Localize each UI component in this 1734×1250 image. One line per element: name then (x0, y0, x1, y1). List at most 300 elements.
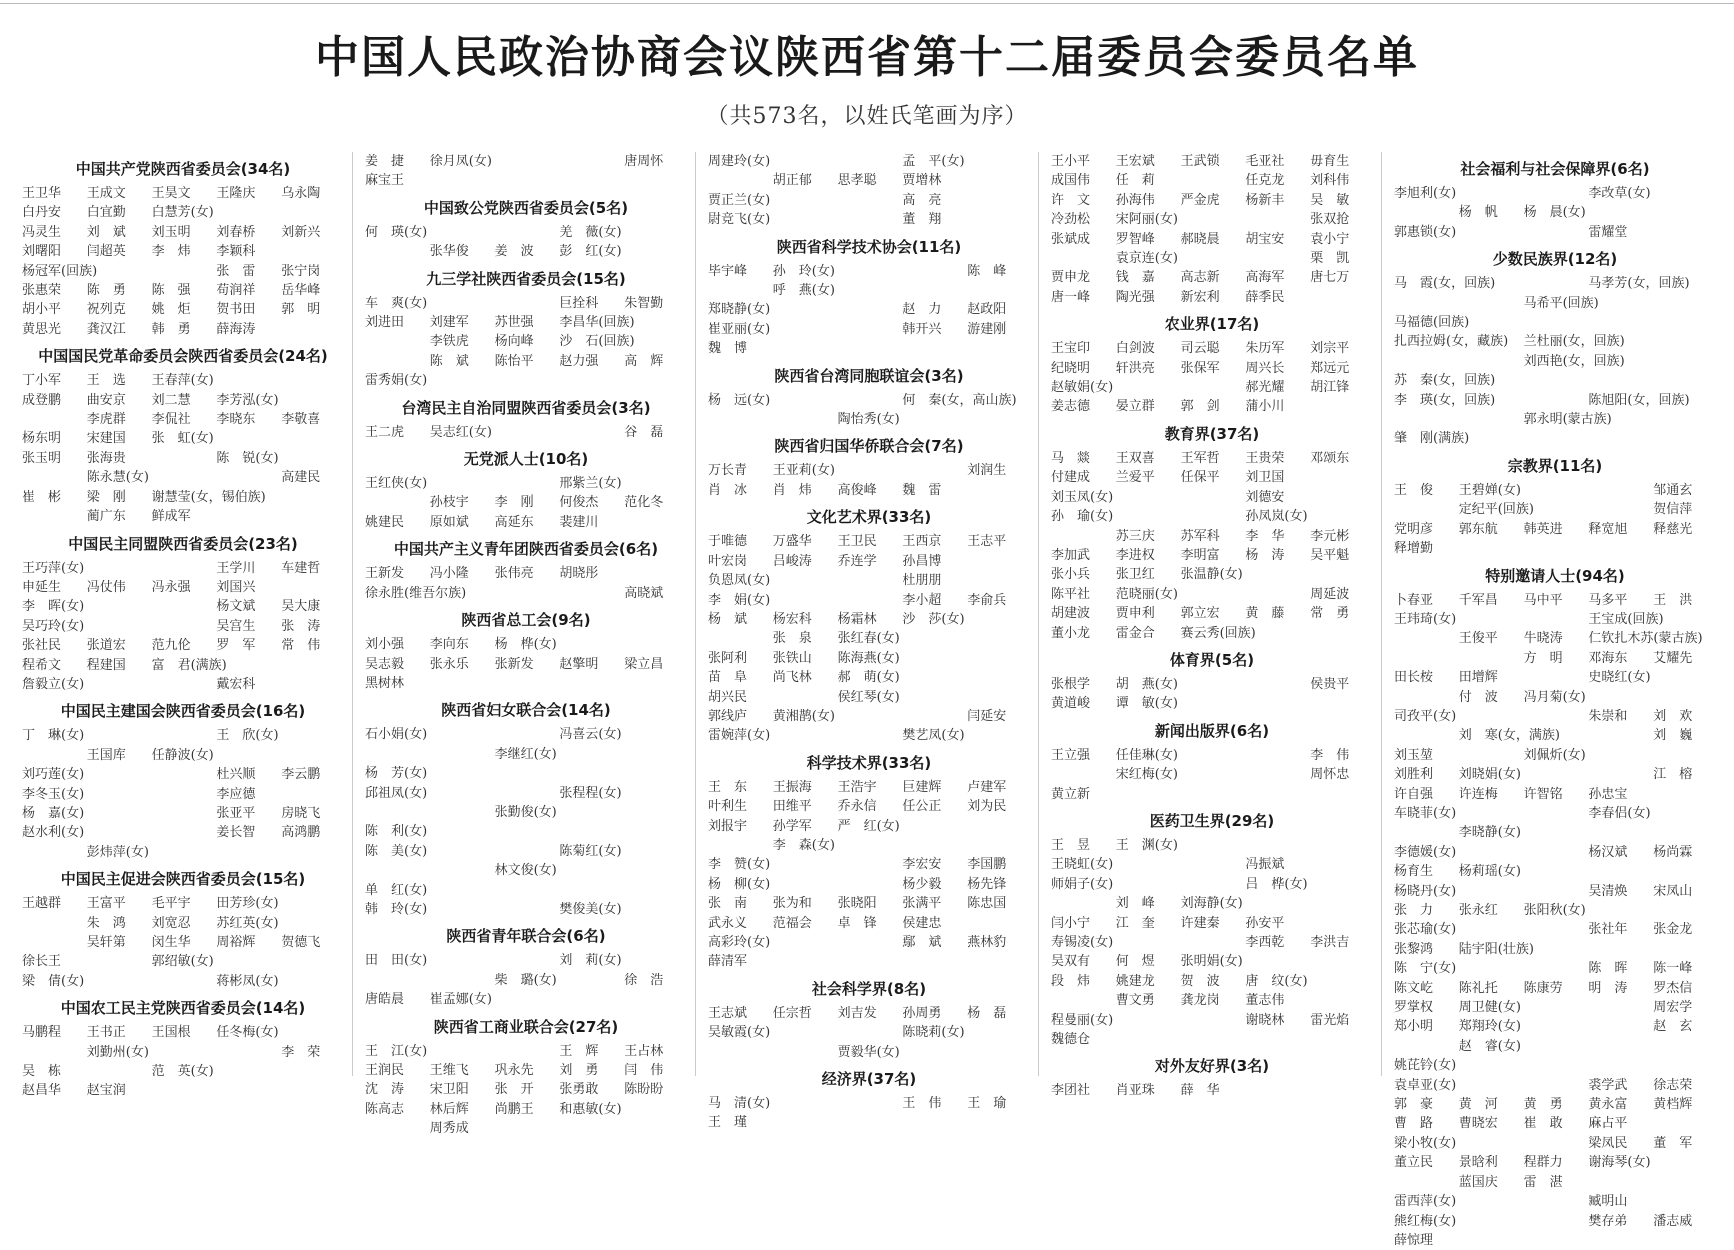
member-name (1524, 371, 1587, 390)
member-name (152, 675, 215, 694)
name-list (1051, 152, 1373, 307)
member-name (1588, 862, 1651, 881)
member-name: 王巧萍(女) (22, 559, 150, 578)
member-name: 陈怡平 (495, 352, 558, 371)
member-name: 张伟亮 (495, 564, 558, 583)
name-list (365, 223, 687, 262)
member-name: 王志平 (967, 532, 1030, 551)
member-name: 周宏学 (1653, 998, 1716, 1017)
member-name (1459, 410, 1522, 429)
member-name: 李颖科 (216, 242, 279, 261)
member-name (708, 281, 771, 300)
member-name (281, 203, 344, 222)
member-name (1524, 391, 1587, 410)
member-name: 徐长王 (22, 952, 85, 971)
member-name: 宋阿丽(女) (1116, 210, 1244, 229)
member-name: 毛平宇 (152, 894, 215, 913)
member-name: 雷西萍(女) (1394, 1192, 1522, 1211)
member-name: 吴 敏 (1310, 191, 1373, 210)
name-list (365, 474, 687, 532)
member-name: 司云聪 (1181, 339, 1244, 358)
member-name (495, 951, 558, 970)
member-name: 刘卫国 (1245, 468, 1308, 487)
member-name (559, 423, 622, 442)
section-title: 体育界(5名) (1051, 649, 1373, 671)
member-name (87, 1062, 150, 1081)
member-name: 刘新兴 (281, 223, 344, 242)
member-name: 房晓飞 (281, 804, 344, 823)
member-name: 仁钦扎木苏(蒙古族) (1588, 629, 1716, 648)
member-name (1245, 694, 1308, 713)
member-name: 赵政阳 (967, 300, 1030, 319)
member-name (22, 746, 85, 765)
section-title: 社会福利与社会保障界(6名) (1394, 158, 1716, 180)
member-name: 贺德飞 (281, 933, 344, 952)
member-name: 杨向峰 (495, 332, 558, 351)
member-name: 兰爱平 (1116, 468, 1179, 487)
member-name (708, 410, 771, 429)
member-name: 崔 敢 (1524, 1114, 1587, 1133)
member-name: 王立强 (1051, 746, 1114, 765)
member-name: 千军昌 (1459, 591, 1522, 610)
member-name (1310, 952, 1373, 971)
member-name: 李春侣(女) (1588, 804, 1716, 823)
member-name: 肖 冰 (708, 481, 771, 500)
name-list (22, 371, 344, 526)
member-name: 羌 薇(女) (559, 223, 687, 242)
member-name: 严 红(女) (838, 817, 966, 836)
member-name: 李洪吉 (1310, 933, 1373, 952)
member-name: 罗智峰 (1116, 230, 1179, 249)
member-name: 袁小宁 (1310, 230, 1373, 249)
member-name: 高 辉 (624, 352, 687, 371)
member-name (22, 914, 85, 933)
member-name: 刘科伟 (1310, 171, 1373, 190)
member-name (1653, 901, 1716, 920)
member-name (152, 804, 215, 823)
member-name: 赵 玄 (1653, 1017, 1716, 1036)
member-name: 高彩玲(女) (708, 933, 836, 952)
member-name: 乔永信 (838, 797, 901, 816)
member-name (1051, 894, 1114, 913)
member-name: 曹文勇 (1116, 991, 1179, 1010)
member-name: 杨文斌 (216, 597, 279, 616)
member-name: 张社民 (22, 636, 85, 655)
member-name: 孙周勇 (902, 1004, 965, 1023)
member-name: 张勇敢 (559, 1080, 622, 1099)
member-name (1459, 649, 1522, 668)
member-name: 闫延安 (967, 707, 1030, 726)
member-name: 成国伟 (1051, 171, 1114, 190)
member-name (1394, 688, 1457, 707)
section-title: 中国共产主义青年团陕西省委员会(6名) (365, 538, 687, 560)
member-name (152, 765, 215, 784)
member-name: 雷金合 (1116, 624, 1179, 643)
member-name: 柴 璐(女) (495, 971, 623, 990)
member-name: 张华俊 (430, 242, 493, 261)
member-name: 高志新 (1181, 268, 1244, 287)
member-name: 田维平 (773, 797, 836, 816)
member-name (281, 488, 344, 507)
member-name: 蒲小川 (1245, 397, 1308, 416)
member-name: 王新发 (365, 564, 428, 583)
section-title: 九三学社陕西省委员会(15名) (365, 268, 687, 290)
member-name (365, 242, 428, 261)
member-name (902, 836, 965, 855)
member-name (967, 914, 1030, 933)
member-name (1524, 610, 1587, 629)
member-name: 李团社 (1051, 1081, 1114, 1100)
member-name: 王西京 (902, 532, 965, 551)
member-name (1459, 352, 1522, 371)
member-name: 杨 涛 (1245, 546, 1308, 565)
member-name: 刘 巍 (1653, 726, 1716, 745)
member-name: 杨 晨(女) (1524, 203, 1652, 222)
member-name: 杨 嘉(女) (22, 804, 150, 823)
member-name: 毋育生 (1310, 152, 1373, 171)
member-name: 姚 炬 (152, 300, 215, 319)
member-name: 唐 纹(女) (1245, 972, 1373, 991)
member-name (1245, 1081, 1308, 1100)
member-name: 万盛华 (773, 532, 836, 551)
member-name: 张双抢 (1310, 210, 1373, 229)
member-name (152, 559, 215, 578)
member-name: 黑树林 (365, 674, 428, 693)
member-name: 张 力 (1394, 901, 1457, 920)
member-name (559, 990, 622, 1009)
member-name (216, 1043, 279, 1062)
member-name: 胡小平 (22, 300, 85, 319)
member-name: 王春萍(女) (152, 371, 280, 390)
member-name: 李元彬 (1310, 527, 1373, 546)
member-name: 纪晓明 (1051, 359, 1114, 378)
member-name: 范 英(女) (152, 1062, 280, 1081)
member-name (1588, 765, 1651, 784)
member-name: 梁立昌 (624, 655, 687, 674)
section-title: 中国民主建国会陕西省委员会(16名) (22, 700, 344, 722)
member-name: 张勤俊(女) (495, 803, 623, 822)
member-name: 杨宏科 (773, 610, 836, 629)
member-name: 郭 豪 (1394, 1095, 1457, 1114)
member-name: 丁 琳(女) (22, 726, 150, 745)
member-name (495, 822, 558, 841)
member-name (1310, 397, 1373, 416)
member-name: 闫小宁 (1051, 914, 1114, 933)
section-title: 少数民族界(12名) (1394, 248, 1716, 270)
member-name: 梁 刚 (87, 488, 150, 507)
member-name: 李冬玉(女) (22, 785, 150, 804)
member-name: 白剑波 (1116, 339, 1179, 358)
member-name: 何 瑛(女) (365, 223, 493, 242)
member-name (1181, 507, 1244, 526)
name-list (1051, 746, 1373, 804)
member-name: 郑远元 (1310, 359, 1373, 378)
member-name: 王二虎 (365, 423, 428, 442)
member-name (967, 481, 1030, 500)
member-name: 陈盼盼 (624, 1080, 687, 1099)
member-name (365, 803, 428, 822)
section-title: 文化艺术界(33名) (708, 506, 1030, 528)
member-name: 贾毅华(女) (838, 1043, 966, 1062)
member-name: 黄永富 (1588, 1095, 1651, 1114)
member-name: 杨 远(女) (708, 391, 836, 410)
member-name: 杨莉瑶(女) (1459, 862, 1587, 881)
member-name: 郭绍敏(女) (152, 952, 280, 971)
member-name: 郭惠锁(女) (1394, 223, 1522, 242)
member-name: 尉竞飞(女) (708, 210, 836, 229)
member-name: 崔孟娜(女) (430, 990, 558, 1009)
member-name: 何俊杰 (559, 493, 622, 512)
member-name: 张芯瑜(女) (1394, 920, 1522, 939)
member-name: 冯灵生 (22, 223, 85, 242)
name-list (22, 184, 344, 339)
member-name (967, 410, 1030, 429)
member-name: 陈礼托 (1459, 979, 1522, 998)
member-name: 姜 波 (495, 242, 558, 261)
name-list (365, 1042, 687, 1139)
member-name: 唐七万 (1310, 268, 1373, 287)
member-name: 沙 石(回族) (559, 332, 687, 351)
member-name: 陶怡秀(女) (838, 410, 966, 429)
member-name (967, 649, 1030, 668)
member-name: 袁卓亚(女) (1394, 1076, 1522, 1095)
member-name (967, 629, 1030, 648)
member-name: 田长桉 (1394, 668, 1457, 687)
member-name: 戴宏科 (216, 675, 279, 694)
member-name (838, 320, 901, 339)
member-name: 杜朋朋 (902, 571, 965, 590)
member-name (1653, 332, 1716, 351)
member-name: 李应德 (216, 785, 279, 804)
member-name (22, 1043, 85, 1062)
member-name (495, 223, 558, 242)
member-name: 梁 倩(女) (22, 972, 150, 991)
member-name: 宋建国 (87, 429, 150, 448)
member-name (624, 635, 687, 654)
member-name: 段 炜 (1051, 972, 1114, 991)
member-name: 郭永明(蒙古族) (1524, 410, 1652, 429)
member-name: 扎西拉姆(女，藏族) (1394, 332, 1522, 351)
member-name: 石小娟(女) (365, 725, 493, 744)
member-name: 巨拴科 (559, 294, 622, 313)
member-name (1653, 352, 1716, 371)
member-name (838, 1023, 901, 1042)
member-name: 周怀忠 (1310, 765, 1373, 784)
member-name: 燕林豹 (967, 933, 1030, 952)
member-name: 郝 萌(女) (838, 668, 966, 687)
name-list (1051, 449, 1373, 643)
member-name: 刘吉发 (838, 1004, 901, 1023)
member-name: 严金虎 (1181, 191, 1244, 210)
name-list (708, 532, 1030, 745)
member-name: 许连梅 (1459, 785, 1522, 804)
member-name: 陈 斌 (430, 352, 493, 371)
column-5 (1381, 152, 1724, 1076)
member-name (1245, 836, 1308, 855)
member-name: 邓颂东 (1310, 449, 1373, 468)
member-name (495, 371, 558, 390)
member-name: 谷 磊 (624, 423, 687, 442)
member-name: 杨 磊 (967, 1004, 1030, 1023)
name-list (365, 635, 687, 693)
member-name: 薛惊理 (1394, 1231, 1457, 1250)
member-name: 王小平 (1051, 152, 1114, 171)
member-name: 成登鹏 (22, 391, 85, 410)
member-name (624, 861, 687, 880)
member-name: 黄道峻 (1051, 694, 1114, 713)
member-name: 王卫华 (22, 184, 85, 203)
member-name: 冯月菊(女) (1524, 688, 1652, 707)
member-name: 孙海伟 (1116, 191, 1179, 210)
member-name: 冯小隆 (430, 564, 493, 583)
member-name: 蔺广东 (87, 507, 150, 526)
member-name: 高海军 (1245, 268, 1308, 287)
member-name: 唐皓晨 (365, 990, 428, 1009)
section-title: 中国民主促进会陕西省委员会(15名) (22, 868, 344, 890)
member-name: 张新发 (495, 655, 558, 674)
member-name (838, 1094, 901, 1113)
member-name (495, 764, 558, 783)
member-name (365, 861, 428, 880)
name-list (708, 152, 1030, 230)
member-name: 李昌华(回族) (559, 313, 687, 332)
member-name: 马福德(回族) (1394, 313, 1522, 332)
member-name: 杨少毅 (902, 875, 965, 894)
name-list (365, 423, 687, 442)
member-name (838, 191, 901, 210)
member-name: 马 燚 (1051, 449, 1114, 468)
member-name (1524, 1192, 1587, 1211)
member-name: 谢晓林 (1245, 1011, 1308, 1030)
member-name (708, 629, 771, 648)
name-list (365, 725, 687, 919)
member-name: 于唯德 (708, 532, 771, 551)
member-name: 雷耀堂 (1588, 223, 1651, 242)
member-name: 赵力强 (559, 352, 622, 371)
member-name: 肇 刚(满族) (1394, 429, 1522, 448)
member-name: 冯仗伟 (87, 578, 150, 597)
member-name: 董 翔 (902, 210, 965, 229)
member-name: 贾增林 (902, 171, 965, 190)
member-name (1394, 294, 1457, 313)
member-name: 张为和 (773, 894, 836, 913)
member-name: 孙 瑜(女) (1051, 507, 1179, 526)
member-name: 陈 锐(女) (216, 449, 344, 468)
member-name: 周秀成 (430, 1119, 493, 1138)
section-title: 医药卫生界(29名) (1051, 810, 1373, 832)
member-name: 宋卫阳 (430, 1080, 493, 1099)
member-name: 胡江锋 (1310, 378, 1373, 397)
member-name: 王润民 (365, 1061, 428, 1080)
member-name: 杜兴顺 (216, 765, 279, 784)
member-name: 尚鹏王 (495, 1100, 558, 1119)
member-name (1588, 481, 1651, 500)
member-name: 张 南 (708, 894, 771, 913)
member-name (152, 785, 215, 804)
member-name: 张亚平 (216, 804, 279, 823)
member-name: 吴志红(女) (430, 423, 558, 442)
member-name: 杨冠军(回族) (22, 262, 150, 281)
member-name: 陈 强 (152, 281, 215, 300)
member-name: 李敬喜 (281, 410, 344, 429)
member-name: 董志伟 (1245, 991, 1308, 1010)
member-name (1653, 746, 1716, 765)
member-name: 王 渊(女) (1116, 836, 1244, 855)
member-name: 轩洪亮 (1116, 359, 1179, 378)
member-name: 鲜成军 (152, 507, 215, 526)
member-name (1588, 998, 1651, 1017)
member-name: 雷 湛 (1524, 1173, 1587, 1192)
member-name: 任公正 (902, 797, 965, 816)
member-name (1181, 171, 1244, 190)
name-list (1394, 274, 1716, 449)
member-name: 孙枝宇 (430, 493, 493, 512)
member-name: 雷秀娟(女) (365, 371, 493, 390)
member-name: 朱智勤 (624, 294, 687, 313)
member-name: 林文俊(女) (495, 861, 623, 880)
member-name: 王碧婵(女) (1459, 481, 1587, 500)
member-name: 刘玉堃 (1394, 746, 1457, 765)
member-name (1181, 875, 1244, 894)
member-name: 王 选 (87, 371, 150, 390)
member-name (624, 513, 687, 532)
name-list (1051, 836, 1373, 1049)
member-name (708, 836, 771, 855)
member-name: 詹毅立(女) (22, 675, 150, 694)
member-name (1588, 726, 1651, 745)
member-name (1310, 624, 1373, 643)
member-name: 张 虹(女) (152, 429, 280, 448)
member-name: 田 田(女) (365, 951, 493, 970)
section-title: 台湾民主自治同盟陕西省委员会(3名) (365, 397, 687, 419)
member-name: 梁凤民 (1588, 1134, 1651, 1153)
member-name: 李芳泓(女) (216, 391, 344, 410)
member-name: 陈永慧(女) (87, 468, 215, 487)
member-name: 宋红梅(女) (1116, 765, 1244, 784)
member-name (838, 933, 901, 952)
member-name: 李国鹏 (967, 855, 1030, 874)
member-name: 杨新丰 (1245, 191, 1308, 210)
member-name (1245, 675, 1308, 694)
member-name (838, 855, 901, 874)
member-name: 高 亮 (902, 191, 965, 210)
member-name: 宋凤山 (1653, 882, 1716, 901)
member-name: 许自强 (1394, 785, 1457, 804)
member-name: 郑翔玲(女) (1459, 1017, 1587, 1036)
name-list (365, 152, 687, 191)
member-name (1245, 765, 1308, 784)
member-name (1051, 765, 1114, 784)
member-name: 王晓虹(女) (1051, 855, 1179, 874)
member-name: 郝晓晨 (1181, 230, 1244, 249)
member-name: 张程程(女) (559, 784, 687, 803)
member-name: 黄立新 (1051, 785, 1114, 804)
member-name: 申延生 (22, 578, 85, 597)
member-name: 叶宏岗 (708, 552, 771, 571)
member-name (430, 861, 493, 880)
member-name: 刘西艳(女，回族) (1524, 352, 1652, 371)
member-name: 邱祖凤(女) (365, 784, 493, 803)
member-name: 张红春(女) (838, 629, 966, 648)
member-name: 张阿利 (708, 649, 771, 668)
member-name (430, 803, 493, 822)
name-list (22, 1023, 344, 1101)
member-name: 张晓阳 (838, 894, 901, 913)
member-name (1524, 429, 1587, 448)
member-name: 任静波(女) (152, 746, 280, 765)
member-name: 车晓菲(女) (1394, 804, 1522, 823)
member-name: 张卫红 (1116, 565, 1179, 584)
